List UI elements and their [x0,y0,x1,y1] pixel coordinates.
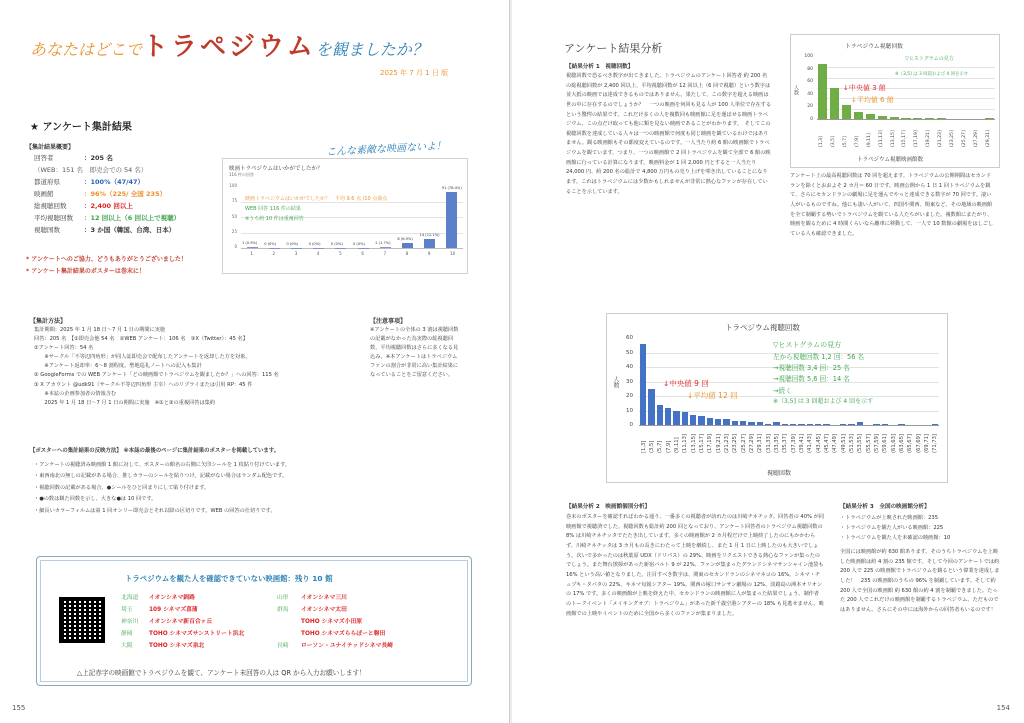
gridline [817,98,995,99]
venues-hist-tick: (15,17] [902,130,908,147]
venues-hist-tick: (3,5] [831,136,837,147]
views-hist-tick: (53,55] [857,434,864,453]
rating-bar-label: 1 (0.9%) [242,241,258,246]
venues-hist-tick: (7,9] [854,136,860,147]
views-hist-bar [807,424,813,425]
rating-legend-2: WEB 回答 116 件の結果 [245,206,301,212]
venues-hist-tick: (29,31] [985,130,991,147]
rating-chart-subtitle: 116 件の回答 [229,172,254,177]
unconfirmed-theaters-title: トラペジウムを観た人を確認できていない映画館：残り 10 館 [125,574,333,583]
rating-category: 8 [405,251,409,256]
theaters-value: ：96%（225/ 全国 235） [84,190,167,199]
theater-name: ローソン・ユナイテッドシネマ長崎 [301,642,393,649]
poster-note: * アンケート集計結果のポスターは巻末に！ [26,268,145,275]
venues-hist-tick: (9,11] [866,133,872,147]
rating-bar [358,248,369,249]
analysis1-continued: アンケート上の最高視聴回数は 70 回を超えます。トラペジウムの公開期間はセカンドランを除くとおおよそ 2 カ月＝ 60 日です。映画公開から 1 日 1 回トラペジウムを観て、さらにセカンドランの劇場に足を運んでやっと達成できる数字が 70 回です。凄い人がいるものですね。他にも凄い人がいて、四国や関西、関東など、その地域の映画館を全て制覇する勢いでトラペジウムを観ている人たちがいました。複数館にまたがり、映画を観るために 4 時間くらいなら離車に移動して、一人で 10 数館の劇場をはしごしている人も確認できました。 [790,173,994,237]
venues-hist-bar [842,105,851,119]
views-hist-bar [682,412,688,425]
venues-hist-tick: (5,7] [843,136,849,147]
views-hist-bar [848,424,854,425]
views-hist-tick: (43,45] [815,434,822,453]
gridline [817,67,995,68]
venues-hist-bar [901,118,910,119]
right-page [512,0,1024,723]
edition-date: 2025 年 7 月 1 日 版 [380,69,449,77]
views-hist-median: ↓中央値 9 回 [663,379,709,388]
venues-hist-tick: (13,15] [890,130,896,147]
views-hist-bar [773,422,779,425]
rating-bar-label: 14 (12.1%) [419,233,440,238]
theater-pref: 群馬 [277,606,289,613]
venues-hist-median: ↓中央値 3 館 [843,84,886,92]
qr-code [59,597,105,643]
views-hist-tick: (29,31] [757,434,764,453]
views-hist-tick: (15,17] [699,434,705,453]
rating-bar-label: 0 (0%) [353,242,365,246]
rating-bar-label: 8 (6.9%) [397,237,413,242]
views-hist-bar [757,422,763,425]
rating-category: 6 [361,251,364,256]
summary-table [34,152,234,236]
analysis3-list: ・トラペジウムが上映された映画館：235 ・トラペジウムを観た人がいる映画館：225 ・トラペジウムを観た人を未確認の映画館：10 [840,515,951,542]
views-hist-tick: (47,49] [832,434,839,453]
views-hist-bar [782,424,788,425]
method-line: ①アンケート回答：54 名 [34,345,94,352]
analysis1-text: 視聴回数で恐るべき数字が出てきました。トラペジウムのアンケート回答者 約 200 名の総視聴回数が 2,400 回以上、平均視聴回数が 12 回以上（6 回で視聴）という数字は並大抵の映画では達成できるものではありません。果たして、この数字を超える映画は世の中に存在するのでしょうか？ 一つの映画を何回も見る人が 100 人単位で存在するという驚愕の結果です。これだけ多くの人を複数回も映画館に足を運ばせる映画トラペジウム、この点だけ取っても他に類を見ない映画であることがわかります。 そしてこの視聴回数を達成している人々は一つの映画館で何度も同じ映画を観ているわけではありません。観る映画館もその都度変えているのです。一人当たり約 6 館の映画館でトラペジウムを観ています。つまり、一つの映画館で 2 回トラペジウムを観て全部で 6 館の映画館に行っている計算になります。映画料金が 1 回 2,000 円とすると一人当たり 24,000 円、約 200 名の総計で 4,800 万円もの売り上げを叩き出していることになります。これはトラペジウムには少数かもしれませんが非常に熱心なファンが存在していることを示しています。 [566,73,772,195]
poster-method-line: ・東西南北の無しの記載がある場合、推しカラーのシールを貼りつけ。記載がない場合はランダム配色です。 [34,473,288,480]
theater-name: イオンシネマ太田 [301,606,347,613]
venues-hist-tick: (25,27] [961,130,967,147]
views-hist-mean: ↓平均値 12 回 [687,391,738,400]
title-main: トラペジウム [142,32,316,62]
notes-text: ※アンケートの全体の 3 割は視聴回数の記載がなかった為実際の総視聴回数、平均視聴回数はさらに多くなる見込み。※本アンケートはトラペジウムファンの割合が非常に高い集計結果になっていることをご留意ください。 [370,327,459,379]
method-line: ※本誌の企画参加者の情報含む [34,390,117,397]
venues-hist-bar [890,117,899,119]
summary-row: 総視聴回数 ：2,400 回以上 [34,200,234,212]
title-prefix: あなたはどこで [30,40,143,59]
theater-name: 109 シネマズ菖蒲 [149,606,198,613]
rating-bar-label: 0 (0%) [330,242,343,246]
method-text [34,326,354,408]
venues-hist-bar [818,64,827,119]
views-hist-tick: (25,27] [740,434,747,453]
views-hist-bar [823,424,829,425]
theater-row [121,641,393,653]
views-hist-bar [673,411,679,426]
views-hist-bar [640,344,646,425]
views-hist-notes [773,352,873,407]
theater-pref: 山形 [277,595,289,601]
venues-hist-tick: (19,21] [926,130,932,147]
views-hist-bar [790,424,796,425]
page-title [30,26,428,63]
page-number-right: 154 [996,704,1010,712]
venues-hist-tick: (11,13] [878,130,884,147]
rating-category: 7 [383,251,387,256]
prefectures-value: ：100%（47/47） [84,178,145,187]
views-hist-note-line: →視聴回数 5,6 回：14 名 [773,375,850,384]
theater-list [121,593,393,652]
views-hist-xlabel: 視聴回数 [767,470,792,477]
poster-method-line: ・●の数は観た回数を示し、大きな●は 10 回です。 [34,496,157,503]
venues-hist-bar [854,112,863,119]
views-hist-title: トラペジウム視聴回数 [725,323,800,332]
theater-row [121,629,393,641]
views-hist-bar [798,424,804,425]
rating-legend-1: 映画トラペジウムはいかがでしたか？ 平均 9.6 点 /10 点満点 [245,196,388,202]
analysis3-text: 全国には映画館が約 630 館あります。そのうちトラペジウムを上映した映画館は約 4 割の 235 館です。そして今回のアンケートでは約 200 人で 225 の映画館でトラペジウムを観るという偉業を達成しました！ 235 の映画館のうちの 96% を制覇しています。そして約 200 人で全国の映画館 約 630 館の約 4 割を制覇できました。たった 200 人でこれだけの映画館を制覇するトラペジウム、ただものではありません。さらにその中には海外からの回答者もいるのです！ [840,549,1000,613]
theater-pref: 埼玉 [121,606,133,613]
poster-method-line: ・細長いカラーフィルムは第 1 回オンリー即売会とそれ以降の区切りです。WEB の回答の仕切りです。 [34,507,276,514]
rating-bar-label: 0 (0%) [264,242,277,246]
method-line: ※サークル「不等辺四角形」が同人誌即売会で配布したアンケートを返却した方を対象。 [34,354,251,361]
venues-hist-bar [937,118,946,119]
views-hist-tick: (69,71] [924,434,930,453]
rating-bar-label: 0 (0%) [286,242,299,246]
rating-bar [402,243,413,248]
venues-hist-tick: (21,23] [938,130,944,147]
rating-bar [291,248,302,249]
poster-method-header: 【ポスターへの集計結果の反映方法】 ※本誌の最後のページに集計結果のポスターを掲載しています。 [30,448,280,454]
callout-text: こんな素敵な映画ないよ！ [325,140,447,159]
method-line: 2025 年 1 月 18 日〜7 月 1 日の期間に実施 ※①と③の重複回答は集約 [34,399,216,406]
views-hist-bar [748,422,754,425]
views-hist-tick: (39,41] [799,434,805,453]
theater-row [121,593,393,605]
views-hist-tick: (41,43] [807,434,814,453]
rating-bar [313,248,324,249]
analysis1-header: 【結果分析 1 視聴回数】 [566,64,634,70]
views-hist-bar [723,419,729,425]
views-hist-tick: (37,39] [790,434,797,453]
rating-category: 2 [272,251,276,256]
views-hist-tick: (71,73] [932,434,939,453]
rating-category: 5 [339,251,342,256]
views-hist-note-line: ※（3,5] は 3 回超および 4 回を示す [773,397,874,405]
views-hist-bar [740,421,746,425]
views-hist-bar [815,424,821,425]
method-line: 回答：205 名 【①即売会他 54 名 ②WEB アンケート：106 名 ③X（Twitter）：45 名】 [34,336,248,343]
rating-category: 4 [316,251,320,256]
theater-name: イオンシネマ三川 [301,595,347,601]
unconfirmed-theaters-footer: △上記赤字の映画館でトラペジウムを観て、アンケート未回答の人は QR から入力お願いします！ [77,669,366,677]
venues-hist-tick: [1,3] [819,136,825,147]
venues-hist-ylabel: 人数 [793,85,799,95]
venues-hist-xlabel: トラペジウム視聴映画館数 [857,157,923,163]
analysis2-text: 巻末のポスターを確認すればわかる通り、一番多くの視聴者が訪れたのは川崎チネチッタ。回答者の 40% が同映画館で視聴済でした。視聴回数も総計約 200 回となっており、アンケート回答者のトラペジウム視聴回数の 8% は川崎チネチッタでたたき出しています。多くの映画館が 2 カ月程だけで上映終了したのにもかかわらず、川崎チネチッタは 3 カ月もの長きにわたって上映を継続し、また 1 月 1 日に上映したのも大きいでしょう。次いで多かったのは秋葉原 UDX（ドリパス）の 29%、映画をリクエストできる熱心なファンが集ったのでしょう。また舞台挨拶があった新宿バルト 9 が 22%、ファンが集まったグランドシネマサンシャイン池袋も 16% という高い値となりました。注目すべき数字は、関東のセカンドランのシネマネコの 16%。シネマ・チュプキ・タバタの 22%、キネマ旬報シアター 19%。関西の塚口サンサン劇場の 12%、淡路島の洲本オリオンの 17% です。多くの映画館が上映を終えた中、セカンドランの映画館に人が集まった結果でしょう。制作者のトークイベント「メイキングオブ：トラペジウム」があった新千歳空港シアターの 18% も見逃せません。映画館での上映やイベントのために全国から多くのファンが集まりました。 [566,514,824,617]
views-hist-legend: ▽ヒストグラムの見方 [773,341,842,349]
views-hist-tick: (21,23] [724,434,730,453]
views-hist-tick: (65,67] [907,434,914,453]
venues-hist-bar [878,116,887,119]
rating-bar [247,247,258,248]
rating-bar [424,239,435,248]
page-number-left: 155 [12,704,26,712]
theater-name: TOHO シネマズ泉北 [149,642,205,649]
views-hist-tick: (31,33] [765,434,772,453]
views-hist-bar [765,424,771,425]
venues-hist-bar [985,118,994,119]
views-hist-tick: (13,15] [690,434,697,453]
rating-bar-label: 2 (1.7%) [375,240,391,245]
avg-views-value: ：12 回以上（6 回以上で視聴） [84,214,181,223]
views-hist-bar [690,415,696,425]
title-suffix: を観ましたか？ [315,40,428,59]
rating-bar-label: 91 (78.4%) [441,185,462,190]
views-hist-tick: (51,53] [849,434,855,453]
venues-hist-tick: (23,25] [949,130,955,147]
method-line: ③ X アカウント @udk91（サークル不等辺四角形 主宰）へのリプライまたは引用 RP：45 件 [34,381,253,388]
rating-chart-title: 映画トラペジウムはいかがでしたか？ [229,166,323,172]
unconfirmed-theaters-box [36,556,472,686]
theater-name: TOHO シネマズサンストリート浜北 [149,630,245,637]
theater-pref: 長崎 [277,642,289,649]
summary-row: 映画館 ：96%（225/ 全国 235） [34,188,234,200]
rating-category: 9 [427,251,431,256]
rating-bar [269,248,280,249]
right-heading: アンケート結果分析 [564,42,663,55]
views-hist-tick: (5,7] [657,440,664,453]
views-hist-tick: (11,13] [682,434,689,453]
theater-pref [277,629,301,641]
views-hist-tick: [1,3] [640,440,647,453]
venues-hist-bar [913,118,922,119]
respondents-value: ：205 名 [84,154,113,162]
rating-category: 3 [294,251,298,256]
views-hist-tick: (17,19] [707,434,714,453]
theater-name: TOHO シネマズららぽーと磐田 [301,630,386,637]
views-hist-bar [698,416,704,425]
countries-value: ：3 か国（韓国、台湾、日本） [84,226,176,235]
poster-method-line: ・アンケートの視聴済み映画館 1 館に対して、ポスターの館名の右側に矢印シールを 1 枚貼り付けています。 [34,462,291,468]
notes-header: 【注意事項】 [370,318,407,325]
venues-histogram [790,34,1000,168]
views-hist-bar [715,419,721,425]
rating-category: 10 [450,251,456,256]
theater-pref [277,617,301,629]
views-hist-note-line: →視聴回数 3,4 回：25 名 [773,364,850,373]
rating-bar-label: 0 (0%) [308,242,321,246]
views-hist-tick: (9,11] [674,437,680,453]
rating-chart [222,158,468,274]
rating-bar [335,248,346,249]
venues-hist-title: トラペジウム視聴回数 [845,44,903,50]
rating-bar [380,247,391,248]
views-hist-bar [648,389,654,425]
venues-hist-range-note: ※（3,5] は 3 回超および 4 回を示す [895,72,969,77]
views-hist-tick: (61,63] [890,434,897,453]
summary-row: 都道府県 ：100%（47/47） [34,176,234,188]
poster-method-text [34,460,374,517]
views-hist-tick: (45,47] [824,434,830,453]
summary-row: 回答者 ：205 名 [34,152,234,164]
left-page [0,0,510,723]
summary-row: （WEB：151 名 即売会での 54 名） [34,166,148,175]
views-hist-tick: (7,9] [665,440,672,453]
poster-method-line: ・視聴回数の記載がある場合、●シールをひと回まりにして貼り付けます。 [34,484,210,491]
summary-row: 平均視聴回数 ：12 回以上（6 回以上で視聴） [34,212,234,224]
views-hist-tick: (49,51] [840,434,847,453]
theater-pref: 北海道 [121,595,139,601]
views-hist-bar [932,424,938,425]
theater-row [121,617,393,629]
summary-header: 【集計結果概要】 [26,144,75,151]
method-header: 【集計方法】 [30,318,67,325]
views-hist-bar [840,424,846,425]
views-hist-bar [707,418,713,425]
section-heading: ★ アンケート集計結果 [30,122,132,133]
rating-yaxis: 100 75 50 25 0 [229,183,237,249]
views-hist-tick: (59,61] [882,434,889,453]
views-hist-bar [665,408,671,425]
views-hist-bar [873,424,879,425]
views-hist-bar [898,424,904,425]
views-hist-tick: (35,37] [782,434,789,453]
views-hist-note-line: 左から視聴回数 1,2 回：56 名 [773,353,865,361]
views-hist-tick: (23,25] [732,434,739,453]
views-hist-bar [732,421,738,425]
views-hist-note-line: →続く [773,386,792,395]
total-views-value: ：2,400 回以上 [84,202,133,211]
views-hist-tick: (27,29] [749,434,755,453]
views-hist-tick: (57,59] [874,434,880,453]
theater-pref: 神奈川 [121,618,139,625]
views-hist-bar [657,405,663,425]
analysis3-header: 【結果分析 3 全国の映画館分析】 [840,504,930,510]
rating-bar [446,192,457,248]
venues-hist-bar [830,88,839,119]
venues-hist-bar [866,114,875,119]
views-histogram [606,313,948,483]
venues-hist-yaxis: 100 80 60 40 20 0 [804,54,813,122]
venues-hist-tick: (27,29] [973,130,979,147]
views-hist-yaxis: 60 50 40 30 20 10 0 [626,335,633,428]
venues-hist-bar [925,118,934,119]
analysis2-header: 【結果分析 2 映画館個別分析】 [566,504,651,510]
theater-pref: 大阪 [121,642,133,649]
method-line: ② GoogleForms での WEB アンケート「どの映画館でトラペジウムを観ましたか？」への回答：115 名 [34,372,279,379]
theater-name: イオンシネマ釧路 [149,595,195,601]
gridline [817,78,995,79]
rating-category: 1 [250,251,253,256]
venues-hist-legend: ▽ヒストグラムの見方 [905,56,954,62]
venues-hist-mean: ↓平均値 6 館 [851,96,894,104]
method-line: ※アンケート返却率：6〜8 割程度。聖地巡礼ノートへの記入も集計 [34,363,202,370]
theater-pref: 静岡 [121,630,133,637]
views-hist-bar [857,422,863,425]
venues-hist-tick: (17,19] [914,130,920,147]
thanks-note: * アンケートへのご協力、どうもありがとうございました！ [26,256,187,263]
views-hist-tick: (63,65] [899,434,905,453]
views-hist-tick: (19,21] [715,434,722,453]
theater-name: TOHO シネマズ小田原 [301,618,363,625]
rating-legend-3: ※うち約 10 件は重複回答 [245,216,304,222]
views-hist-tick: (67,69] [915,434,922,453]
views-hist-tick: (33,35] [774,434,780,453]
method-line: 集計期間：2025 年 1 月 18 日〜7 月 1 日の期間に実施 [34,327,166,333]
views-hist-bar [882,424,888,425]
views-hist-ylabel: 人数 [612,376,619,388]
summary-row: 視聴国数 ：3 か国（韓国、台湾、日本） [34,224,234,236]
theater-row [121,605,393,617]
views-hist-tick: (3,5] [649,440,655,453]
views-hist-tick: (55,57] [865,434,872,453]
theater-name: イオンシネマ新百合ヶ丘 [149,618,213,625]
